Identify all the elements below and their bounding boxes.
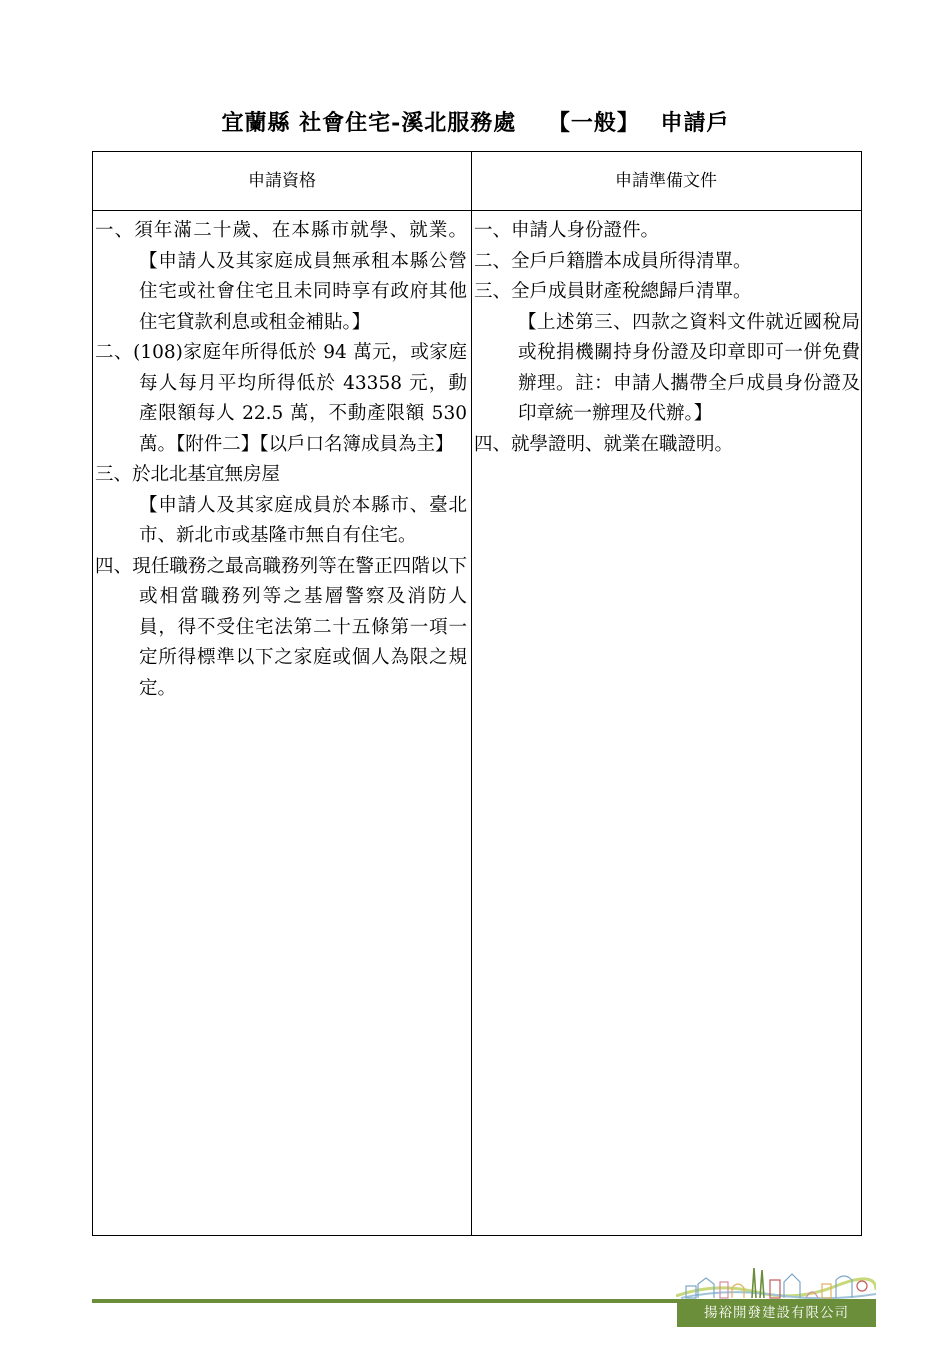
item-text: 須年滿二十歲、在本縣市就學、就業。【申請人及其家庭成員無承租本縣公營住宅或社會住宅且未同時享有政府其他住宅貸款利息或租金補貼。】	[134, 220, 467, 333]
item-number: 四、	[474, 433, 512, 455]
company-logo-skyline-icon	[676, 1262, 876, 1302]
qualification-item	[95, 338, 467, 460]
item-text: 全戶成員財產稅總歸戶清單。	[511, 281, 752, 302]
qualifications-cell	[95, 216, 467, 704]
item-number: 二、	[474, 250, 512, 272]
document-item	[474, 277, 860, 308]
item-number: 三、	[95, 464, 133, 485]
item-number: 三、	[474, 281, 512, 302]
document-item	[474, 430, 860, 461]
item-text: (108)家庭年所得低於 94 萬元，或家庭每人每月平均所得低於 43358 元，動產限額每人 22.5 萬，不動產限額 530 萬。【附件二】【以戶口名簿成員為主】	[133, 342, 467, 455]
document-item	[474, 216, 860, 247]
item-number: 二、	[95, 342, 134, 363]
company-name-badge: 揚裕開發建設有限公司	[677, 1299, 876, 1327]
footer-line	[92, 1299, 677, 1303]
qualification-item	[95, 552, 467, 705]
item-number: 一、	[474, 220, 512, 241]
column-divider	[471, 152, 472, 1235]
item-text: 就學證明、就業在職證明。	[511, 433, 734, 455]
item-text: 申請人身份證件。	[511, 220, 660, 241]
requirements-table	[92, 151, 862, 1236]
documents-cell	[474, 216, 860, 460]
table-header-row	[93, 152, 861, 211]
item-text: 現任職務之最高職務列等在警正四階以下或相當職務列等之基層警察及消防人員，得不受住宅法第二十五條第一項一定所得標準以下之家庭或個人為限之規定。	[132, 555, 467, 699]
item-text: 於北北基宜無房屋	[132, 464, 281, 485]
item-text: 全戶戶籍謄本成員所得清單。	[511, 250, 752, 272]
page-title: 宜蘭縣 社會住宅-溪北服務處 【一般】 申請戶	[221, 110, 730, 136]
qualification-note: 【申請人及其家庭成員於本縣市、臺北市、新北市或基隆市無自有住宅。	[139, 494, 467, 546]
document-note: 【上述第三、四款之資料文件就近國稅局或稅捐機關持身份證及印章即可一併免費辦理。註：申請人攜帶全戶成員身份證及印章統一辦理及代辦。】	[518, 311, 860, 424]
item-number: 四、	[95, 555, 133, 577]
qualification-item	[95, 216, 467, 338]
header-documents: 申請準備文件	[615, 171, 717, 191]
item-number: 一、	[95, 220, 135, 241]
qualification-item	[95, 460, 467, 491]
document-item	[474, 247, 860, 278]
header-qualifications: 申請資格	[248, 171, 316, 191]
